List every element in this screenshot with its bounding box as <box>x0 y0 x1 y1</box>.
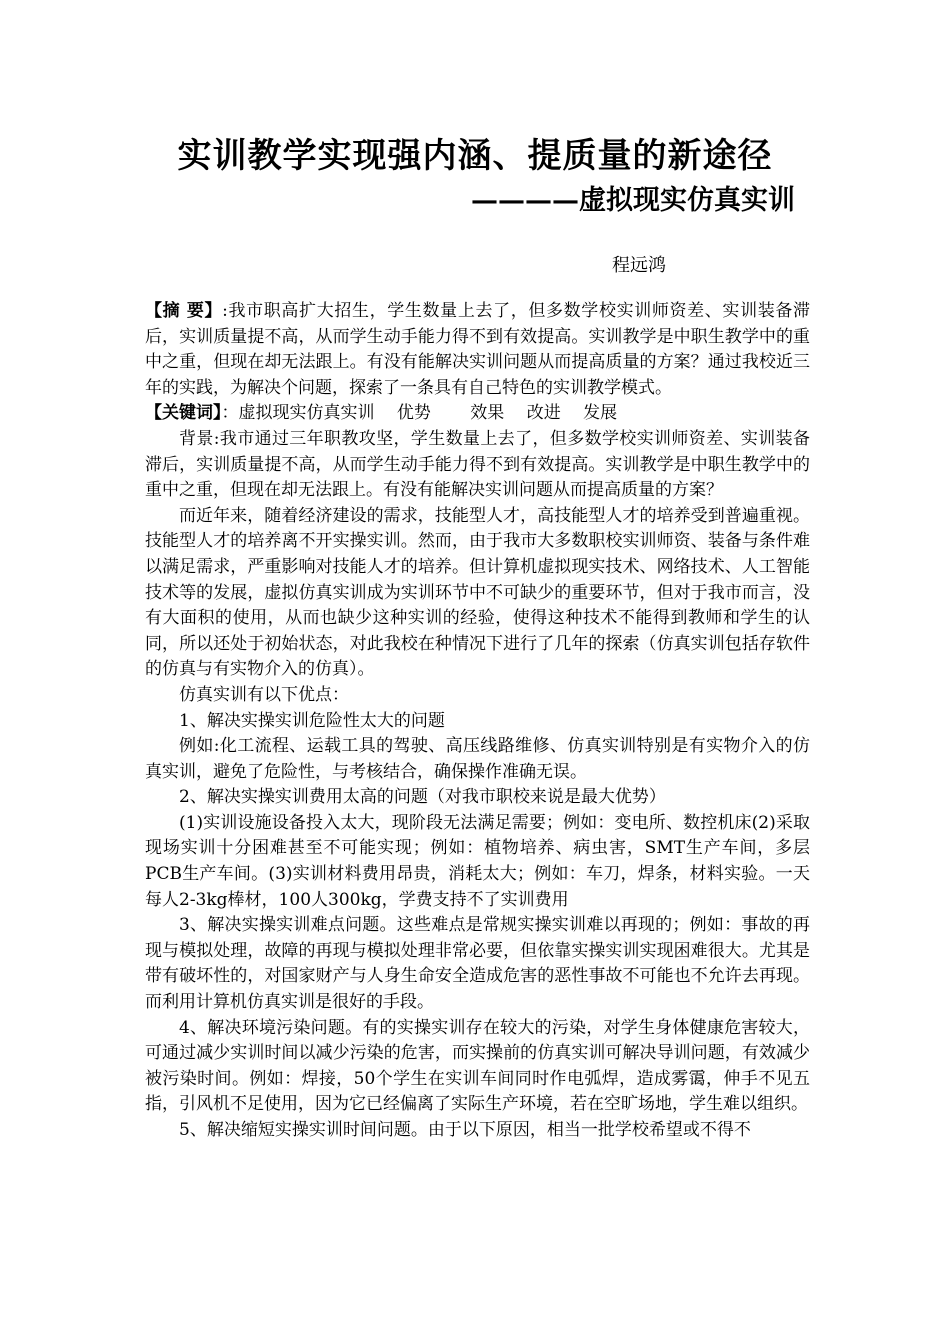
body-paragraph-advantages-intro: 仿真实训有以下优点： <box>179 684 349 705</box>
keywords-text: ：虚拟现实仿真实训 优势 效果 改进 发展 <box>221 403 618 424</box>
keywords-label: 【关键词】 <box>145 403 222 424</box>
section-heading-1: 1、解决实操实训危险性太大的问题 <box>179 710 445 731</box>
abstract-label: 【摘 要】 <box>145 301 223 321</box>
author-name: 程远鸿 <box>612 255 666 276</box>
document-subtitle: ————虚拟现实仿真实训 <box>471 185 795 216</box>
body-paragraph-context: 而近年来，随着经济建设的需求，技能型人才，高技能型人才的培养受到普遍重视。技能型人才的培养离不开实操实训。然而，由于我市大多数职校实训师资、装备与条件难以满足需求，严重影响对技能人才的培养。但计算机虚拟现实技术、网络技术、人工智能技术等的发展，虚拟仿真实训成为实训环节中不可缺少的重要环节，但对于我市而言，没有大面积的使用，从而也缺少这种实训的经验，使得这种技术不能得到教师和学生的认同，所以还处于初始状态，对此我校在种情况下进行了几年的探索（仿真实训包括存软件的仿真与有实物介入的仿真）。 <box>145 505 810 680</box>
body-paragraph-background: 背景:我市通过三年职教攻坚，学生数量上去了，但多数学校实训师资差、实训装备滞后，实训质量提不高，从而学生动手能力得不到有效提高。实训教学是中职生教学中的重中之重，但现在却无法跟上。有没有能解决实训问题从而提高质量的方案？ <box>145 428 810 501</box>
body-paragraph-example-1: 例如:化工流程、运载工具的驾驶、高压线路维修、仿真实训特别是有实物介入的仿真实训，避免了危险性，与考核结合，确保操作准确无误。 <box>145 736 810 782</box>
keywords-paragraph <box>145 401 810 427</box>
section-paragraph-3: 3、解决实操实训难点问题。这些难点是常规实操实训难以再现的；例如：事故的再现与模拟处理，故障的再现与模拟处理非常必要，但依靠实操实训实现困难很大。尤其是带有破坏性的，对国家财产与人身生命安全造成危害的恶性事故不可能也不允许去再现。而利用计算机仿真实训是很好的手段。 <box>145 915 810 1013</box>
section-paragraph-4: 4、解决环境污染问题。有的实操实训存在较大的污染，对学生身体健康危害较大，可通过减少实训时间以减少污染的危害，而实操前的仿真实训可解决导训问题，有效减少被污染时间。例如：焊接，50个学生在实训车间同时作电弧焊，造成雾霭，伸手不见五指，引风机不足使用，因为它已经偏离了实际生产环境，若在空旷场地，学生难以组织。 <box>145 1017 810 1115</box>
abstract-paragraph <box>145 299 810 401</box>
document-title: 实训教学实现强内涵、提质量的新途径 <box>177 136 773 176</box>
document-body <box>145 299 810 1144</box>
abstract-text: :我市职高扩大招生，学生数量上去了，但多数学校实训师资差、实训装备滞后，实训质量提不高，从而学生动手能力得不到有效提高。实训教学是中职生教学中的重中之重，但现在却无法跟上。有没有能解决实训问题从而提高质量的方案？通过我校近三年的实践，为解决个问题，探索了一条具有自己特色的实训教学模式。 <box>145 301 810 398</box>
section-paragraph-5: 5、解决缩短实操实训时间问题。由于以下原因，相当一批学校希望或不得不 <box>179 1120 751 1140</box>
body-paragraph-cost-items: (1)实训设施设备投入太大，现阶段无法满足需要；例如：变电所、数控机床(2)采取现场实训十分困难甚至不可能实现；例如：植物培养、病虫害，SMT生产车间，多层PCB生产车间。(3)实训材料费用昂贵，消耗太大；例如：车刀，焊条，材料实验。一天每人2-3kg棒材，100人300kg，学费支持不了实训费用 <box>145 812 810 910</box>
section-heading-2: 2、解决实操实训费用太高的问题（对我市职校来说是最大优势） <box>179 787 666 808</box>
